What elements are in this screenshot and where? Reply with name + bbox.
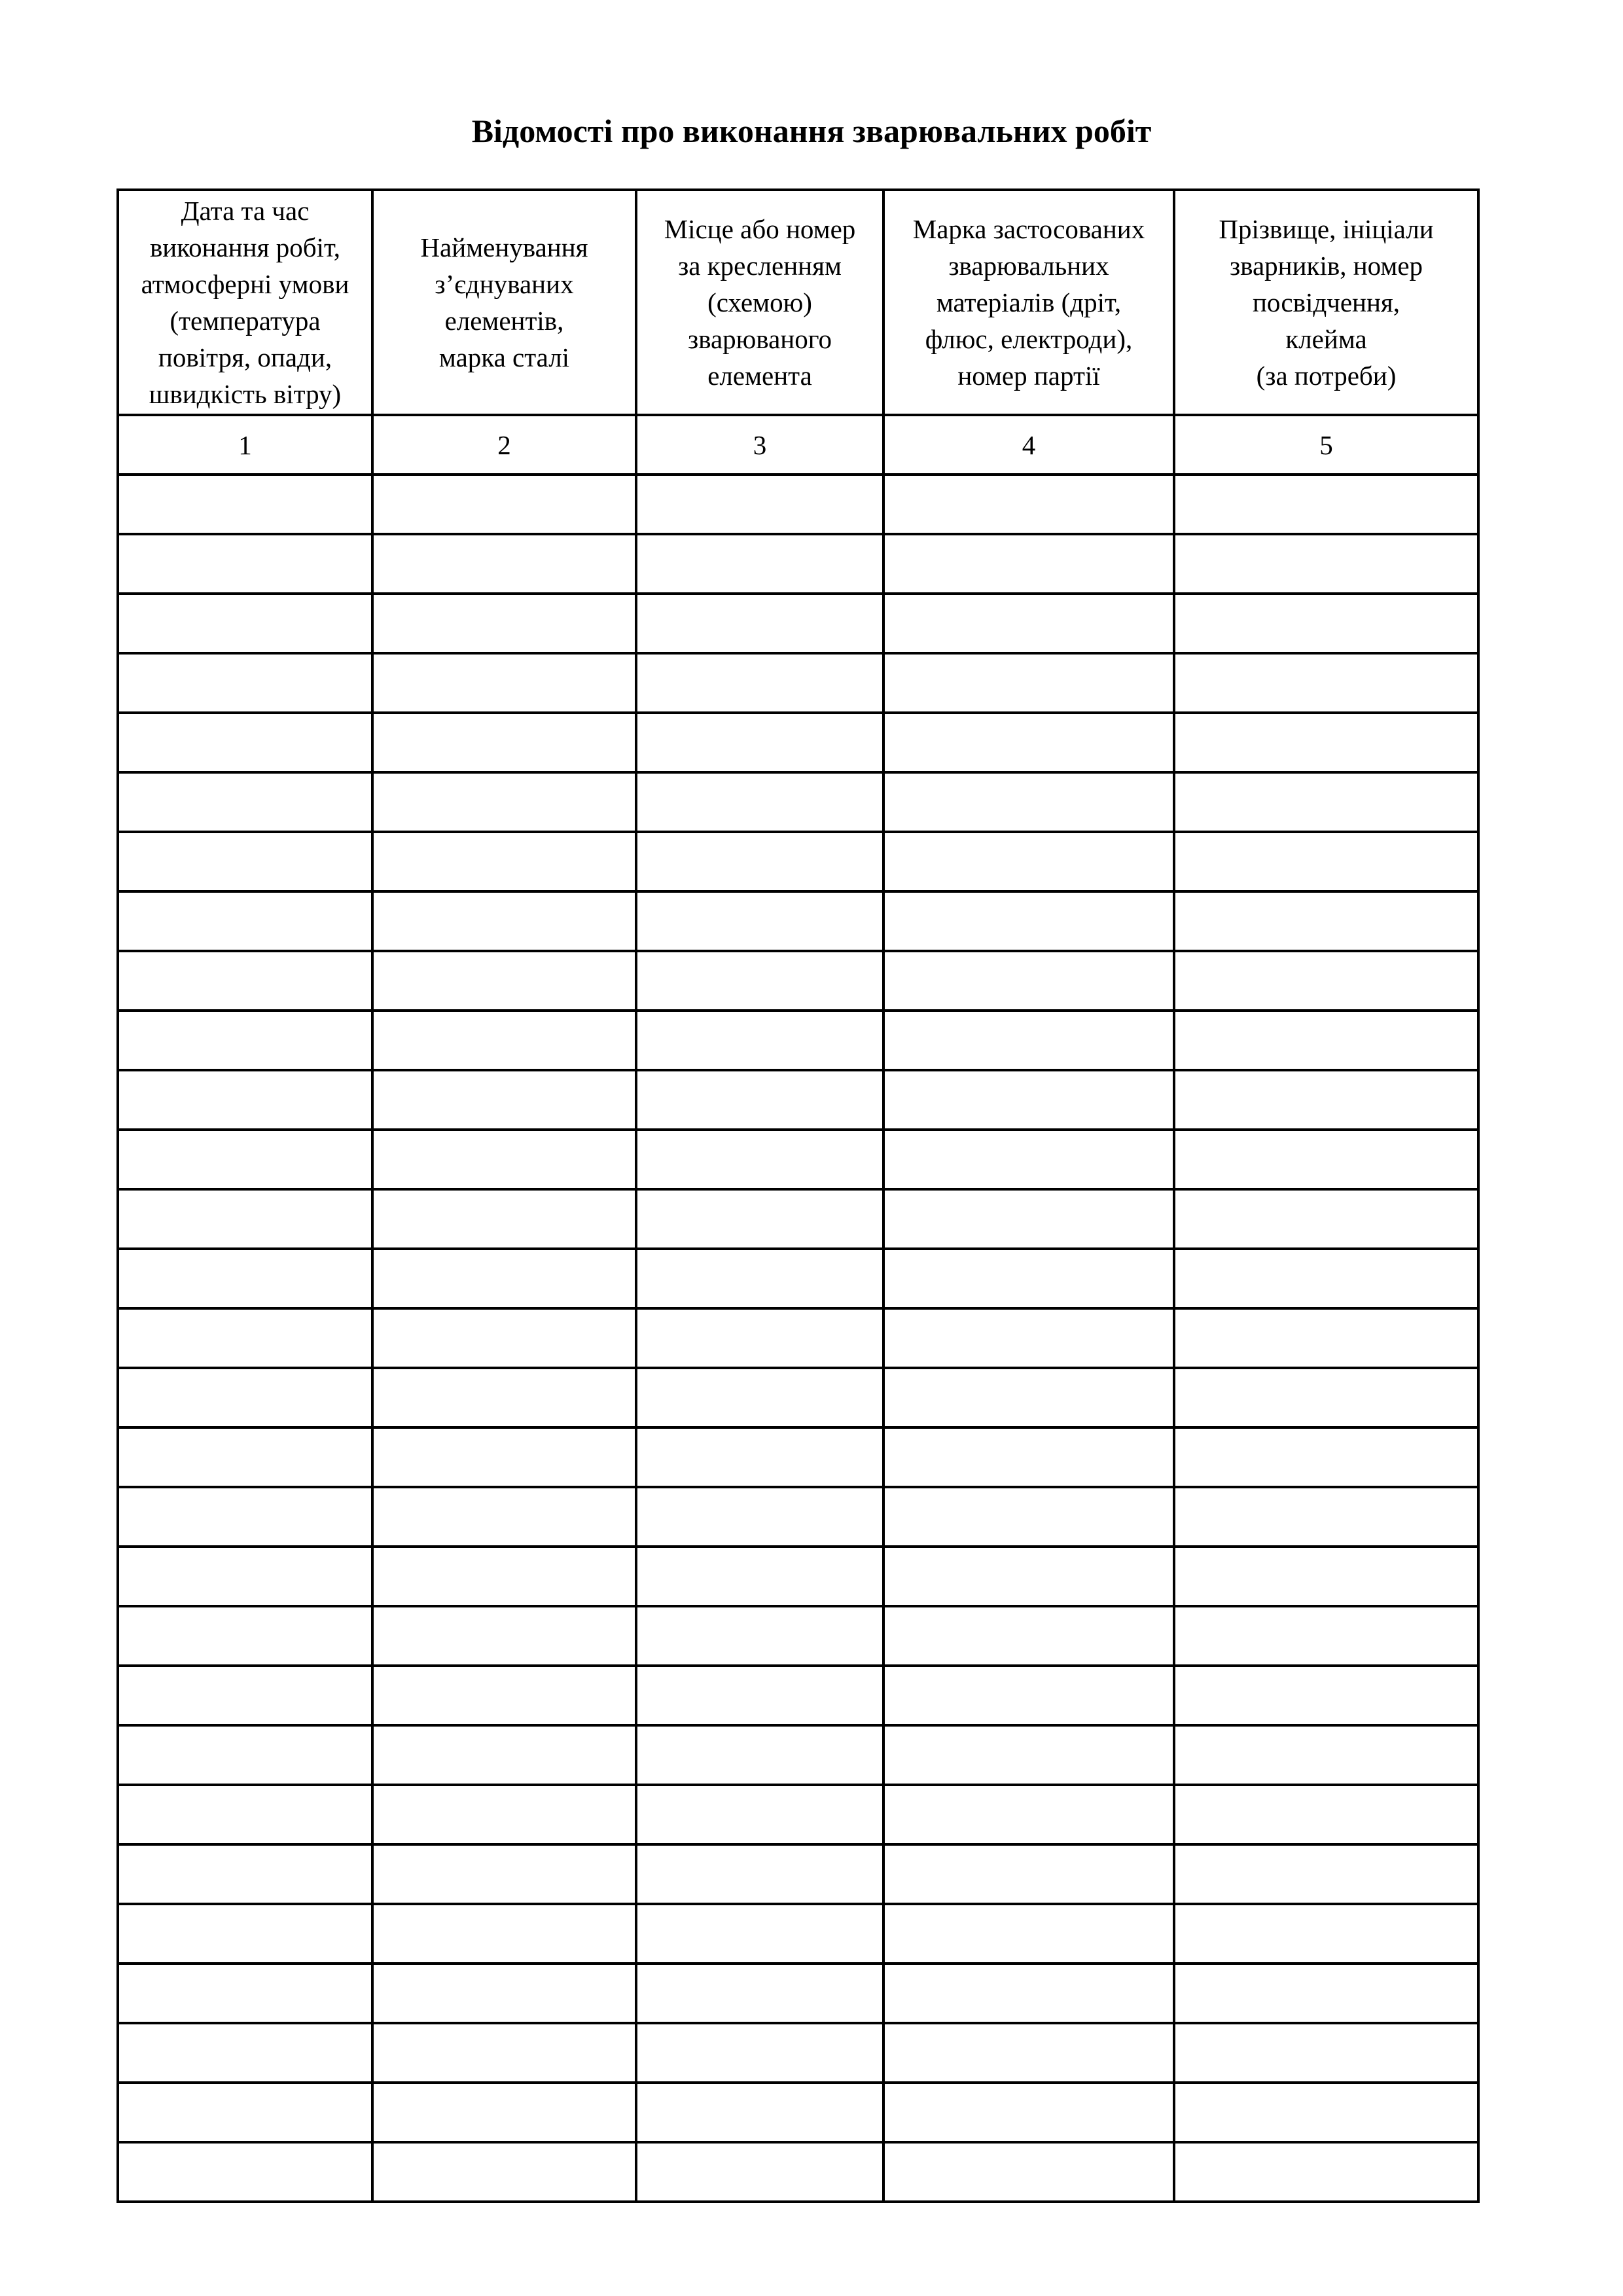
- header-line: повітря, опади,: [158, 342, 332, 372]
- table-cell[interactable]: [883, 1547, 1174, 1606]
- table-cell[interactable]: [636, 1606, 883, 1666]
- table-cell[interactable]: [636, 1308, 883, 1368]
- table-cell[interactable]: [118, 653, 372, 713]
- table-cell[interactable]: [883, 1011, 1174, 1070]
- table-cell[interactable]: [372, 1964, 636, 2023]
- table-cell[interactable]: [118, 1725, 372, 1785]
- table-row: [118, 2083, 1478, 2142]
- table-cell[interactable]: [636, 1011, 883, 1070]
- column-header-welders-names: [1174, 190, 1478, 415]
- table-cell[interactable]: [118, 594, 372, 653]
- table-cell[interactable]: [1174, 1070, 1478, 1130]
- table-cell[interactable]: [636, 534, 883, 594]
- table-cell[interactable]: [636, 1487, 883, 1547]
- table-cell[interactable]: [118, 2023, 372, 2083]
- table-cell[interactable]: [1174, 1308, 1478, 1368]
- table-cell[interactable]: [372, 1070, 636, 1130]
- table-cell[interactable]: [118, 1427, 372, 1487]
- header-line: елементів,: [444, 306, 564, 336]
- document-title: Відомості про виконання зварювальних робіт: [471, 113, 1152, 149]
- table-cell[interactable]: [883, 1606, 1174, 1666]
- table-row: [118, 713, 1478, 772]
- table-cell[interactable]: [1174, 951, 1478, 1011]
- table-cell[interactable]: [118, 772, 372, 832]
- header-line: зварювальних: [948, 251, 1109, 281]
- header-line: (за потреби): [1256, 361, 1397, 391]
- table-cell[interactable]: [372, 534, 636, 594]
- table-cell[interactable]: [883, 534, 1174, 594]
- table-row: [118, 594, 1478, 653]
- header-line: марка сталі: [438, 342, 570, 372]
- table-cell[interactable]: [372, 1606, 636, 1666]
- table-cell[interactable]: [118, 951, 372, 1011]
- table-cell[interactable]: [118, 713, 372, 772]
- table-row: [118, 1547, 1478, 1606]
- table-cell[interactable]: [1174, 1189, 1478, 1249]
- header-line: атмосферні умови: [141, 269, 349, 299]
- table-cell[interactable]: [1174, 1368, 1478, 1427]
- table-row: [118, 653, 1478, 713]
- table-cell[interactable]: [118, 475, 372, 534]
- table-cell[interactable]: [118, 1487, 372, 1547]
- table-cell[interactable]: [883, 653, 1174, 713]
- table-cell[interactable]: [118, 1964, 372, 2023]
- table-cell[interactable]: [372, 951, 636, 1011]
- header-line: з’єднуваних: [435, 269, 574, 299]
- table-cell[interactable]: [1174, 1547, 1478, 1606]
- column-number-row: [118, 415, 1478, 475]
- table-cell[interactable]: [636, 713, 883, 772]
- header-line: елемента: [707, 361, 812, 391]
- table-cell[interactable]: [118, 1130, 372, 1189]
- column-number: 1: [118, 415, 372, 475]
- table-cell[interactable]: [372, 2023, 636, 2083]
- table-cell[interactable]: [883, 1249, 1174, 1308]
- table-cell[interactable]: [1174, 1725, 1478, 1785]
- header-line: швидкість вітру): [149, 379, 342, 409]
- table-cell[interactable]: [118, 1844, 372, 1904]
- table-row: [118, 1844, 1478, 1904]
- table-cell[interactable]: [118, 1308, 372, 1368]
- table-cell[interactable]: [118, 1785, 372, 1844]
- table-cell[interactable]: [636, 1189, 883, 1249]
- table-cell[interactable]: [372, 1130, 636, 1189]
- table-cell[interactable]: [883, 1368, 1174, 1427]
- table-header-row: [118, 190, 1478, 415]
- table-cell[interactable]: [1174, 2023, 1478, 2083]
- table-cell[interactable]: [636, 475, 883, 534]
- table-cell[interactable]: [883, 951, 1174, 1011]
- table-cell[interactable]: [1174, 653, 1478, 713]
- table-cell[interactable]: [372, 1844, 636, 1904]
- table-cell[interactable]: [1174, 772, 1478, 832]
- table-cell[interactable]: [883, 832, 1174, 891]
- header-line: зварюваного: [687, 324, 832, 354]
- table-cell[interactable]: [883, 713, 1174, 772]
- table-row: [118, 1189, 1478, 1249]
- table-cell[interactable]: [636, 1666, 883, 1725]
- table-cell[interactable]: [883, 1070, 1174, 1130]
- header-line: флюс, електроди),: [925, 324, 1133, 354]
- table-cell[interactable]: [372, 891, 636, 951]
- table-cell[interactable]: [883, 1904, 1174, 1964]
- table-row: [118, 1011, 1478, 1070]
- table-cell[interactable]: [883, 1189, 1174, 1249]
- column-number: 5: [1174, 415, 1478, 475]
- header-line: номер партії: [957, 361, 1100, 391]
- table-cell[interactable]: [883, 891, 1174, 951]
- table-cell[interactable]: [636, 1964, 883, 2023]
- table-cell[interactable]: [1174, 891, 1478, 951]
- table-cell[interactable]: [883, 1666, 1174, 1725]
- table-cell[interactable]: [636, 1844, 883, 1904]
- table-cell[interactable]: [883, 1964, 1174, 2023]
- table-cell[interactable]: [1174, 1249, 1478, 1308]
- table-cell[interactable]: [1174, 1666, 1478, 1725]
- table-cell[interactable]: [1174, 1904, 1478, 1964]
- header-line: зварників, номер: [1229, 251, 1423, 281]
- column-header-elements-steel-grade: [372, 190, 636, 415]
- table-cell[interactable]: [883, 772, 1174, 832]
- header-line: виконання робіт,: [149, 232, 341, 262]
- table-cell[interactable]: [883, 2023, 1174, 2083]
- table-cell[interactable]: [118, 1011, 372, 1070]
- table-cell[interactable]: [883, 475, 1174, 534]
- table-row: [118, 891, 1478, 951]
- header-line: за кресленням: [678, 251, 842, 281]
- table-cell[interactable]: [636, 1070, 883, 1130]
- table-cell[interactable]: [372, 713, 636, 772]
- table-cell[interactable]: [372, 1785, 636, 1844]
- table-cell[interactable]: [883, 1725, 1174, 1785]
- table-cell[interactable]: [372, 1249, 636, 1308]
- table-cell[interactable]: [883, 1487, 1174, 1547]
- header-line: матеріалів (дріт,: [936, 287, 1122, 317]
- table-cell[interactable]: [118, 2142, 372, 2202]
- header-line: посвідчення,: [1252, 287, 1400, 317]
- table-cell[interactable]: [1174, 475, 1478, 534]
- table-cell[interactable]: [118, 1666, 372, 1725]
- table-cell[interactable]: [1174, 1011, 1478, 1070]
- table-row: [118, 475, 1478, 534]
- table-cell[interactable]: [118, 2083, 372, 2142]
- table-cell[interactable]: [636, 594, 883, 653]
- table-cell[interactable]: [636, 772, 883, 832]
- column-header-location-drawing-number: [636, 190, 883, 415]
- table-row: [118, 1904, 1478, 1964]
- table-row: [118, 1070, 1478, 1130]
- table-row: [118, 1427, 1478, 1487]
- table-cell[interactable]: [636, 832, 883, 891]
- header-line: Дата та час: [181, 196, 310, 226]
- table-cell[interactable]: [118, 1249, 372, 1308]
- table-cell[interactable]: [372, 1904, 636, 1964]
- table-cell[interactable]: [118, 1368, 372, 1427]
- header-line: Найменування: [420, 232, 588, 262]
- table-row: [118, 534, 1478, 594]
- table-cell[interactable]: [372, 1308, 636, 1368]
- table-cell[interactable]: [636, 1427, 883, 1487]
- table-cell[interactable]: [1174, 1130, 1478, 1189]
- table-cell[interactable]: [1174, 1964, 1478, 2023]
- table-cell[interactable]: [1174, 534, 1478, 594]
- welding-works-table: [116, 188, 1480, 2203]
- table-cell[interactable]: [372, 1666, 636, 1725]
- header-line: Місце або номер: [664, 214, 856, 244]
- table-cell[interactable]: [1174, 594, 1478, 653]
- header-line: Прізвище, ініціали: [1219, 214, 1434, 244]
- table-cell[interactable]: [883, 2083, 1174, 2142]
- table-cell[interactable]: [118, 1070, 372, 1130]
- column-header-welding-materials: [883, 190, 1174, 415]
- table-cell[interactable]: [636, 1368, 883, 1427]
- table-row: [118, 2023, 1478, 2083]
- table-cell[interactable]: [372, 1011, 636, 1070]
- table-row: [118, 1249, 1478, 1308]
- table-cell[interactable]: [883, 2142, 1174, 2202]
- table-cell[interactable]: [883, 594, 1174, 653]
- table-cell[interactable]: [636, 951, 883, 1011]
- table-cell[interactable]: [372, 1725, 636, 1785]
- column-header-date-time-conditions: [118, 190, 372, 415]
- table-cell[interactable]: [372, 2142, 636, 2202]
- table-cell[interactable]: [372, 1189, 636, 1249]
- table-cell[interactable]: [118, 1189, 372, 1249]
- table-cell[interactable]: [372, 594, 636, 653]
- table-cell[interactable]: [636, 1725, 883, 1785]
- table-cell[interactable]: [883, 1785, 1174, 1844]
- table-cell[interactable]: [118, 1547, 372, 1606]
- table-cell[interactable]: [636, 2083, 883, 2142]
- table-cell[interactable]: [636, 1130, 883, 1189]
- table-cell[interactable]: [118, 534, 372, 594]
- table-cell[interactable]: [1174, 1427, 1478, 1487]
- header-line: (температура: [169, 306, 321, 336]
- table-cell[interactable]: [1174, 2083, 1478, 2142]
- table-cell[interactable]: [636, 1785, 883, 1844]
- table-cell[interactable]: [1174, 1487, 1478, 1547]
- table-cell[interactable]: [636, 653, 883, 713]
- table-cell[interactable]: [636, 1904, 883, 1964]
- table-row: [118, 1368, 1478, 1427]
- table-cell[interactable]: [636, 2023, 883, 2083]
- table-row: [118, 772, 1478, 832]
- table-row: [118, 1964, 1478, 2023]
- table-cell[interactable]: [1174, 1606, 1478, 1666]
- table-cell[interactable]: [372, 1547, 636, 1606]
- table-cell[interactable]: [372, 653, 636, 713]
- table-cell[interactable]: [372, 2083, 636, 2142]
- table-row: [118, 2142, 1478, 2202]
- table-cell[interactable]: [883, 1427, 1174, 1487]
- table-row: [118, 951, 1478, 1011]
- table-cell[interactable]: [1174, 713, 1478, 772]
- table-cell[interactable]: [636, 1249, 883, 1308]
- table-cell[interactable]: [372, 832, 636, 891]
- table-cell[interactable]: [1174, 1844, 1478, 1904]
- table-cell[interactable]: [636, 2142, 883, 2202]
- table-cell[interactable]: [1174, 832, 1478, 891]
- column-number: 2: [372, 415, 636, 475]
- table-cell[interactable]: [372, 772, 636, 832]
- table-row: [118, 1130, 1478, 1189]
- column-number: 3: [636, 415, 883, 475]
- table-cell[interactable]: [883, 1844, 1174, 1904]
- table-row: [118, 1666, 1478, 1725]
- table-cell[interactable]: [372, 1427, 636, 1487]
- header-line: (схемою): [707, 287, 812, 317]
- table-cell[interactable]: [883, 1308, 1174, 1368]
- table-cell[interactable]: [372, 1368, 636, 1427]
- column-number: 4: [883, 415, 1174, 475]
- table-cell[interactable]: [118, 1904, 372, 1964]
- table-cell[interactable]: [118, 1606, 372, 1666]
- table-cell[interactable]: [372, 475, 636, 534]
- table-row: [118, 832, 1478, 891]
- table-row: [118, 1308, 1478, 1368]
- header-line: клейма: [1285, 324, 1367, 354]
- table-cell[interactable]: [636, 1547, 883, 1606]
- table-row: [118, 1725, 1478, 1785]
- table-body: [118, 415, 1478, 2202]
- table-row: [118, 1487, 1478, 1547]
- table-cell[interactable]: [118, 891, 372, 951]
- table-cell[interactable]: [372, 1487, 636, 1547]
- table-cell[interactable]: [636, 891, 883, 951]
- table-cell[interactable]: [118, 832, 372, 891]
- table-row: [118, 1785, 1478, 1844]
- table-cell[interactable]: [1174, 2142, 1478, 2202]
- table-cell[interactable]: [1174, 1785, 1478, 1844]
- table-cell[interactable]: [883, 1130, 1174, 1189]
- table-row: [118, 1606, 1478, 1666]
- header-line: Марка застосованих: [912, 214, 1145, 244]
